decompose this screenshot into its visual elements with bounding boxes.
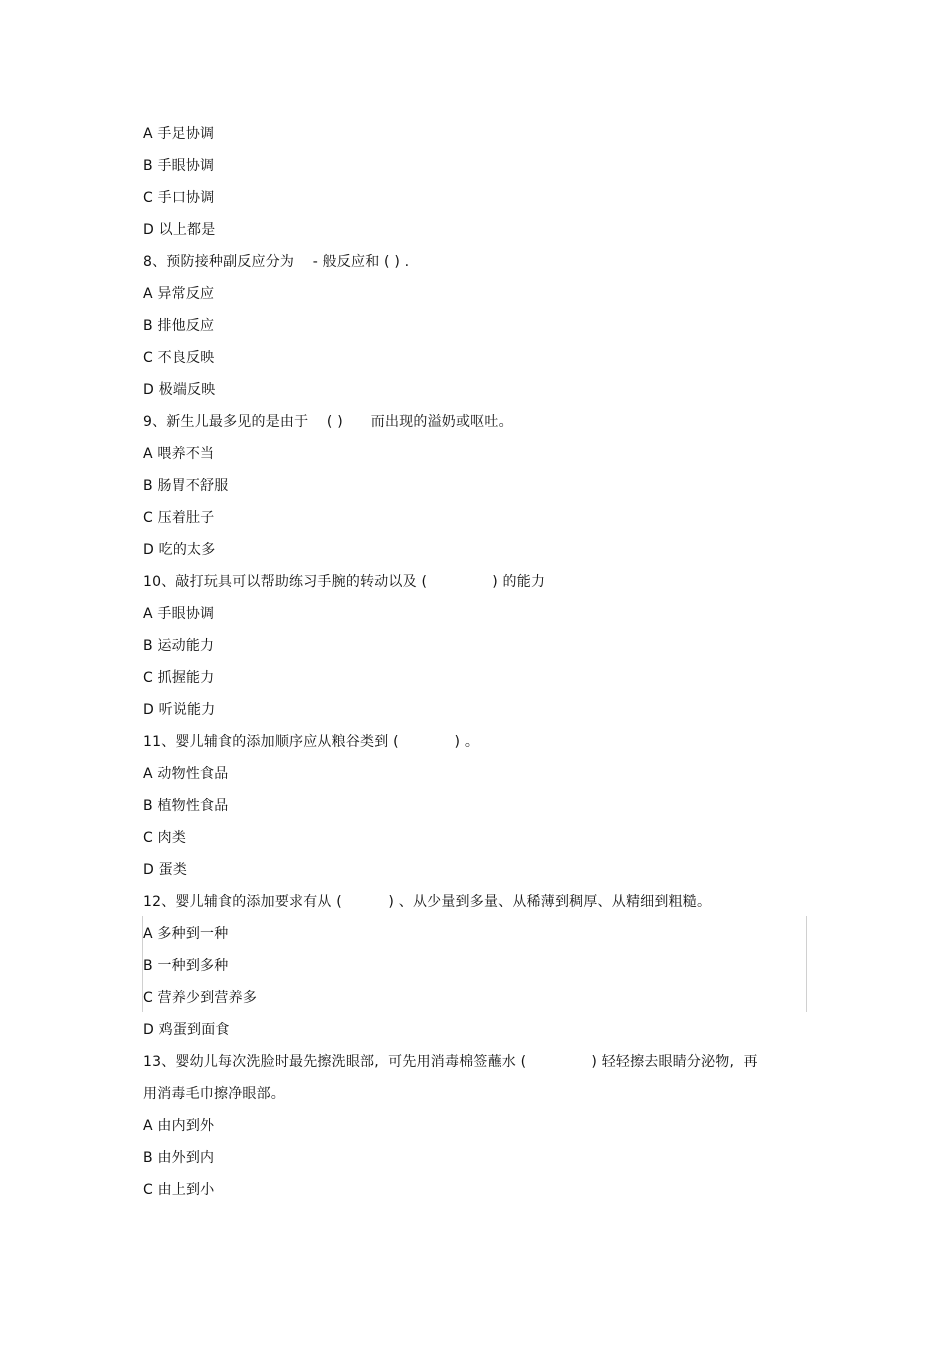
q13-option-c: C 由上到小 [143, 1182, 215, 1198]
q9-option-c: C 压着肚子 [143, 510, 215, 526]
q7-option-c: C 手口协调 [143, 190, 215, 206]
q13-option-b: B 由外到内 [143, 1150, 215, 1166]
right-margin-rule [806, 916, 807, 1012]
q11-option-b: B 植物性食品 [143, 798, 229, 814]
q8-question: 8、预防接种副反应分为 - 般反应和 ( ) . [143, 254, 410, 270]
q10-option-d: D 听说能力 [143, 702, 216, 718]
left-margin-rule [142, 916, 143, 1012]
q9-option-d: D 吃的太多 [143, 542, 216, 558]
q13-question-line2: 用消毒毛巾擦净眼部。 [143, 1086, 285, 1102]
q12-question: 12、婴儿辅食的添加要求有从 ( ) 、从少量到多量、从稀薄到稠厚、从精细到粗糙。 [143, 894, 712, 910]
q7-option-d: D 以上都是 [143, 222, 216, 238]
q7-option-b: B 手眼协调 [143, 158, 215, 174]
q10-option-a: A 手眼协调 [143, 606, 215, 622]
q11-option-c: C 肉类 [143, 830, 187, 846]
q11-question: 11、婴儿辅食的添加顺序应从粮谷类到 ( ) 。 [143, 734, 480, 750]
q7-option-a: A 手足协调 [143, 126, 215, 142]
q10-option-b: B 运动能力 [143, 638, 215, 654]
q10-question: 10、敲打玩具可以帮助练习手腕的转动以及 ( ) 的能力 [143, 574, 546, 590]
q11-option-a: A 动物性食品 [143, 766, 229, 782]
q8-option-a: A 异常反应 [143, 286, 215, 302]
q8-option-b: B 排他反应 [143, 318, 215, 334]
q13-question-line1: 13、婴幼儿每次洗脸时最先擦洗眼部, 可先用消毒棉签蘸水 ( ) 轻轻擦去眼睛分泌物, 再 [143, 1054, 758, 1070]
q10-option-c: C 抓握能力 [143, 670, 215, 686]
q12-option-c: C 营养少到营养多 [143, 990, 258, 1006]
q8-option-c: C 不良反映 [143, 350, 215, 366]
q12-option-a: A 多种到一种 [143, 926, 229, 942]
q12-option-d: D 鸡蛋到面食 [143, 1022, 230, 1038]
q12-option-b: B 一种到多种 [143, 958, 229, 974]
q11-option-d: D 蛋类 [143, 862, 188, 878]
q9-option-b: B 肠胃不舒服 [143, 478, 229, 494]
q8-option-d: D 极端反映 [143, 382, 216, 398]
q9-option-a: A 喂养不当 [143, 446, 215, 462]
q13-option-a: A 由内到外 [143, 1118, 215, 1134]
q9-question: 9、新生儿最多见的是由于 ( ) 而出现的溢奶或呕吐。 [143, 414, 513, 430]
